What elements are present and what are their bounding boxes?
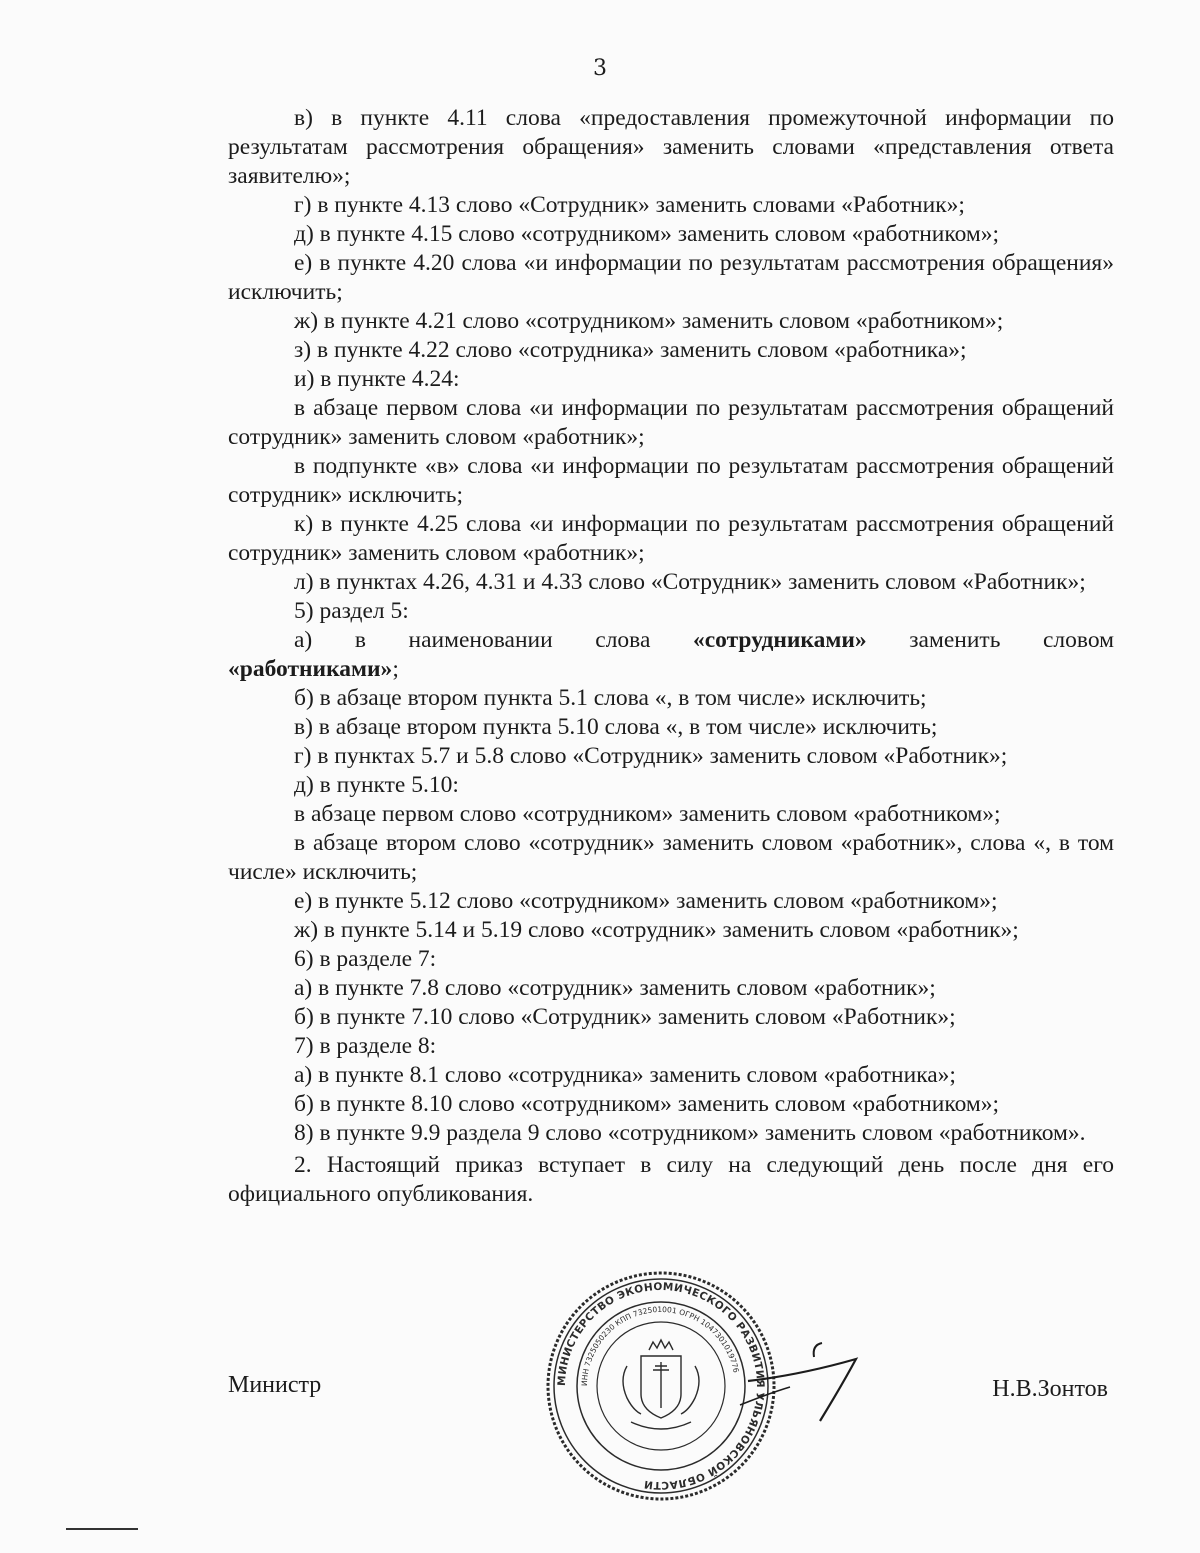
paragraph-5-title: [228, 626, 1114, 684]
paragraph-effective-date: 2. Настоящий приказ вступает в силу на следующий день после дня его официального опубликования.: [228, 1152, 1114, 1207]
paragraph-5-14: ж) в пункте 5.14 и 5.19 слово «сотрудник» заменить словом «работник»;: [294, 917, 1019, 943]
signatory-name: Н.В.Зонтов: [992, 1376, 1108, 1402]
paragraph-5-1: б) в абзаце втором пункта 5.1 слова «, в том числе» исключить;: [294, 685, 927, 711]
footer-rule: [66, 1528, 138, 1530]
paragraph-7-8: а) в пункте 7.8 слово «сотрудник» заменить словом «работник»;: [294, 975, 936, 1001]
paragraph-4-20: е) в пункте 4.20 слова «и информации по результатам рассмотрения обращения» исключить;: [228, 250, 1114, 305]
paragraph-5-10: д) в пункте 5.10:: [294, 772, 459, 798]
document-body: [228, 104, 1114, 1209]
paragraph-4-11: в) в пункте 4.11 слова «предоставления промежуточной информации по результатам рассмотрения обращения» заменить словами «представления ответа заявителю»;: [228, 105, 1114, 189]
paragraph-4-25: к) в пункте 4.25 слова «и информации по результатам рассмотрения обращений сотрудник» заменить словом «работник»;: [228, 511, 1114, 566]
seal-ring-text: МИНИСТЕРСТВО ЭКОНОМИЧЕСКОГО РАЗВИТИЯ УЛЬЯНОВСКОЙ ОБЛАСТИ: [555, 1280, 767, 1492]
paragraph-section-8: 7) в разделе 8:: [294, 1033, 437, 1059]
bold-old-word: «сотрудниками»: [692, 627, 867, 653]
paragraph-5-12: е) в пункте 5.12 слово «сотрудником» заменить словом «работником»;: [294, 888, 998, 914]
paragraph-4-13: г) в пункте 4.13 слово «Сотрудник» заменить словами «Работник»;: [294, 192, 965, 218]
paragraph-4-15: д) в пункте 4.15 слово «сотрудником» заменить словом «работником»;: [294, 221, 1000, 247]
paragraph-8-10: б) в пункте 8.10 слово «сотрудником» заменить словом «работником»;: [294, 1091, 1000, 1117]
text-suffix: ;: [392, 656, 399, 682]
paragraph-5-10a: в) в абзаце втором пункта 5.10 слова «, в том числе» исключить;: [294, 714, 938, 740]
paragraph-4-22: з) в пункте 4.22 слово «сотрудника» заменить словом «работника»;: [294, 337, 967, 363]
text-prefix: а) в наименовании слова: [294, 627, 651, 653]
seal-ids-text: ИНН 7325050230 КПП 732501001 ОГРН 1047301019776: [579, 1304, 741, 1387]
handwritten-signature: [730, 1335, 880, 1425]
paragraph-5-10-first: в абзаце первом слово «сотрудником» заменить словом «работником»;: [294, 801, 1001, 827]
page-number: 3: [593, 56, 607, 81]
paragraph-8-1: а) в пункте 8.1 слово «сотрудника» заменить словом «работника»;: [294, 1062, 956, 1088]
paragraph-4-24-sub-v: в подпункте «в» слова «и информации по результатам рассмотрения обращений сотрудник» исключить;: [228, 453, 1114, 508]
signatory-title: Министр: [228, 1372, 322, 1398]
text-middle: заменить словом: [909, 627, 1115, 653]
paragraph-section-7: 6) в разделе 7:: [294, 946, 437, 972]
bold-new-word: «работниками»: [228, 656, 393, 682]
paragraph-4-24: и) в пункте 4.24:: [294, 366, 460, 392]
paragraph-5-7: г) в пунктах 5.7 и 5.8 слово «Сотрудник» заменить словом «Работник»;: [294, 743, 1008, 769]
paragraph-4-24-first: в абзаце первом слова «и информации по результатам рассмотрения обращений сотрудник» заменить словом «работник»;: [228, 395, 1114, 450]
paragraph-4-26: л) в пунктах 4.26, 4.31 и 4.33 слово «Сотрудник» заменить словом «Работник»;: [294, 569, 1086, 595]
paragraph-section-5: 5) раздел 5:: [294, 598, 409, 624]
coat-of-arms-icon: [623, 1340, 699, 1429]
paragraph-5-10-second: в абзаце втором слово «сотрудник» заменить словом «работник», слова «, в том числе» исключить;: [228, 830, 1114, 885]
paragraph-7-10: б) в пункте 7.10 слово «Сотрудник» заменить словом «Работник»;: [294, 1004, 956, 1030]
paragraph-9-9: 8) в пункте 9.9 раздела 9 слово «сотрудником» заменить словом «работником».: [294, 1120, 1086, 1146]
paragraph-4-21: ж) в пункте 4.21 слово «сотрудником» заменить словом «работником»;: [294, 308, 1004, 334]
